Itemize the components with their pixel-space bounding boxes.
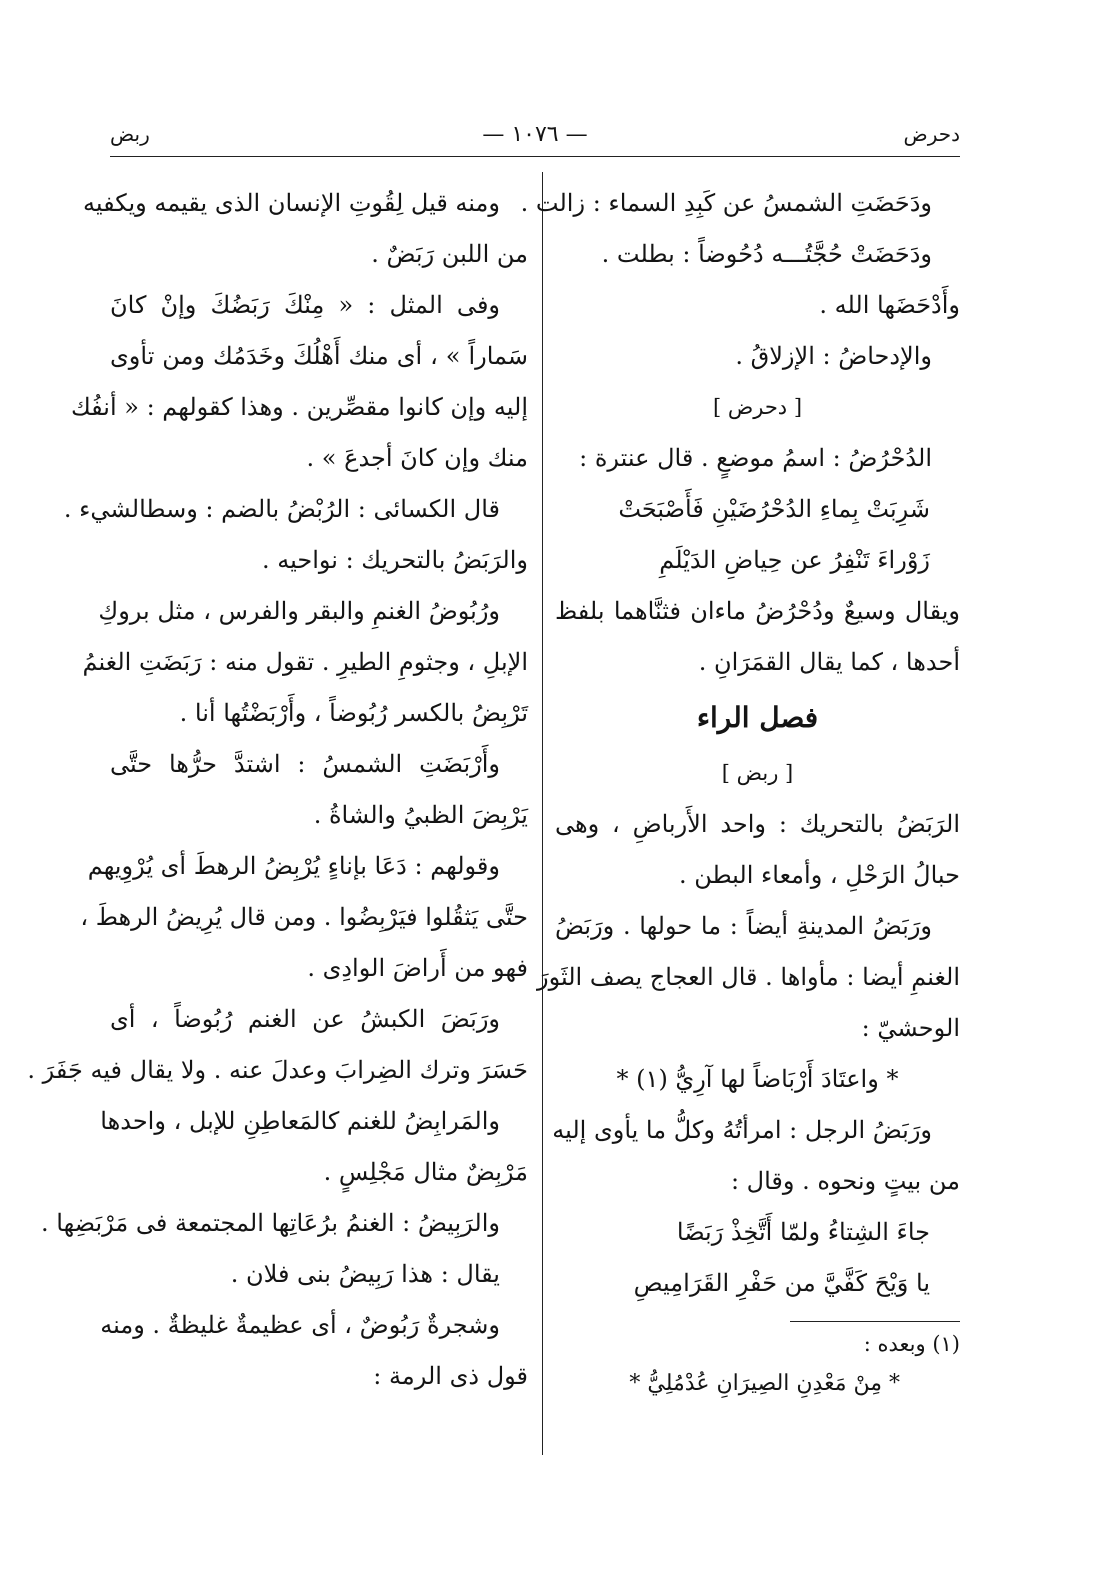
header-right-word: دحرض	[903, 122, 960, 146]
text-line: ويقال وسيعٌ ودُحْرُضُ ماءان فثنَّاهما بلفظ	[555, 597, 960, 625]
text-line: ومنه قيل لِقُوتِ الإنسان الذى يقيمه ويكفيه	[83, 189, 500, 217]
text-line: وأَرْبَضَتِ الشمسُ : اشتدَّ حرُّها حتَّى	[110, 750, 500, 778]
text-line: ودَحَضَتْ حُجَّتُـــه دُحُوضاً : بطلت .	[601, 240, 932, 268]
text-line: يقال : هذا رَبِيضُ بنى فلان .	[230, 1260, 500, 1288]
column-divider	[542, 172, 543, 1455]
text-line: وأَدْحَضَها الله .	[819, 291, 960, 319]
running-head	[110, 122, 960, 152]
entry-headword: [ دحرض ]	[712, 395, 803, 419]
right-column	[520, 178, 960, 1406]
text-line: فهو من أَراضَ الوادِى .	[307, 954, 528, 982]
text-line: قول ذى الرمة :	[373, 1362, 528, 1390]
text-line: منك وإن كانَ أجدعَ » .	[306, 444, 528, 472]
text-line: والرَبِيضُ : الغنمُ برُعَاتِها المجتمعة فى مَرْبَضِها .	[41, 1209, 500, 1237]
text-line: الدُحْرُضُ : اسمُ موضعٍ . قال عنترة :	[579, 444, 932, 472]
text-line: والمَرابِضُ للغنم كالمَعاطِنِ للإبل ، واحدها	[100, 1107, 500, 1135]
left-column	[27, 178, 528, 1402]
text-line: وفى المثل : « مِنْكَ رَبَضُكَ وإنْ كانَ	[110, 291, 500, 319]
text-line: إليه وإن كانوا مقصِّرين . وهذا كقولهم : « أنفُك	[70, 393, 528, 421]
page-number: — ١٠٧٦ —	[482, 122, 588, 147]
text-line: حتَّى يَثقُلوا فيَرْبِضُوا . ومن قال يُرِيضُ الرهطَ ،	[80, 903, 528, 931]
section-title: فصل الراء	[696, 701, 819, 734]
text-line: يَرْبِضَ الظبيُ والشاةُ .	[313, 801, 528, 829]
text-line: وشجرةٌ رَبُوضٌ ، أى عظيمةٌ غليظةٌ . ومنه	[100, 1311, 500, 1339]
entry-headword: [ ربض ]	[721, 761, 794, 785]
text-line: تَرْبِضُ بالكسر رُبُوضاً ، وأَرْبَضْتُها أنا .	[179, 699, 528, 727]
text-line: سَماراً » ، أى منك أَهْلُكَ وخَدَمُك ومن تأوى	[110, 342, 528, 370]
footnote-rule	[790, 1321, 960, 1322]
text-line: ورَبَضُ الرجل : امرأتُهُ وكلُّ ما يأوى إليه	[552, 1116, 932, 1144]
text-line: الإبلِ ، وجثومِ الطيرِ . تقول منه : رَبَضَتِ الغنمُ	[82, 648, 528, 676]
text-line: ورَبَضُ المدينةِ أيضاً : ما حولها . ورَبَضُ	[555, 912, 932, 940]
text-line: حَسَرَ وترك الضِرابَ وعدلَ عنه . ولا يقال فيه جَفَرَ .	[27, 1056, 528, 1084]
text-line: الوحشيّ :	[861, 1014, 960, 1042]
text-line: ودَحَضَتِ الشمسُ عن كَبِدِ السماء : زالت .	[520, 189, 932, 217]
header-left-word: ربض	[110, 122, 150, 146]
text-line: ورَبَضَ الكبشُ عن الغنم رُبُوضاً ، أى	[110, 1005, 500, 1033]
footnote-verse: * مِنْ مَعْدِنِ الصِيرَانِ عُدْمُلِيُّ *	[629, 1371, 900, 1396]
text-line: ورُبُوضُ الغنمِ والبقر والفرس ، مثل بروكِ	[98, 597, 500, 625]
text-line: حبالُ الرَحْلِ ، وأمعاء البطن .	[678, 861, 960, 889]
text-line: من بيتٍ ونحوه . وقال :	[730, 1167, 960, 1195]
text-line: الغنمِ أيضا : مأواها . قال العجاج يصف الثَورَ	[536, 963, 960, 991]
text-line: والإدحاضُ : الإزلاقُ .	[735, 342, 932, 370]
verse-line: شَرِبَتْ بِماءِ الدُحْرُضَيْنِ فَأَصْبَحَتْ	[618, 495, 930, 523]
text-line: أحدها ، كما يقال القمَرَانِ .	[698, 648, 960, 676]
text-line: وقولهم : دَعَا بإناءٍ يُرْبِضُ الرهطَ أى يُرْوِيهم	[87, 852, 500, 880]
text-line: مَرْبِضٌ مثال مَجْلِسٍ .	[323, 1158, 528, 1186]
text-line: قال الكسائى : الرُبْضُ بالضم : وسطالشيء .	[63, 495, 500, 523]
text-line: من اللبن رَبَضٌ .	[371, 240, 528, 268]
header-rule	[110, 156, 960, 157]
text-line: والرَبَضُ بالتحريك : نواحيه .	[261, 546, 528, 574]
verse-line: يا وَيْحَ كَفَّيَّ من حَفْرِ القَرَامِيصِ	[633, 1269, 930, 1297]
text-line: الرَبَضُ بالتحريك : واحد الأَرباضِ ، وهى	[555, 810, 960, 838]
verse-line: جاءَ الشِتاءُ ولمّا أَتَّخِذْ رَبَضًا	[676, 1218, 930, 1246]
verse-line: زَوْراءَ تَنْفِرُ عن حِياضِ الدَيْلَمِ	[659, 546, 930, 574]
verse-line: * واعتَادَ أَرْبَاضاً لها آرِيُّ (١) *	[616, 1065, 899, 1093]
footnote-label: (١) وبعده :	[863, 1332, 960, 1356]
